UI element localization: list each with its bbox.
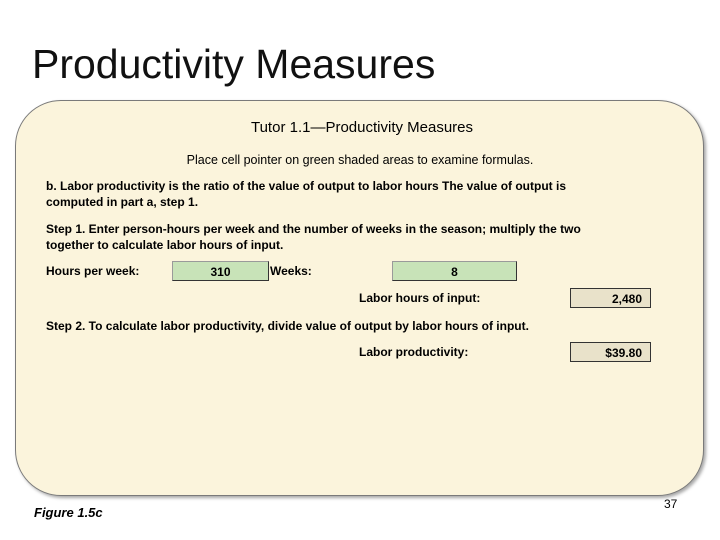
page-number: 37 bbox=[664, 497, 678, 511]
slide-title: Productivity Measures bbox=[32, 41, 436, 87]
labor-hours-label: Labor hours of input: bbox=[359, 291, 481, 305]
step2-text: Step 2. To calculate labor productivity, divide value of output by labor hours of input. bbox=[46, 319, 529, 333]
part-b-text-line2: computed in part a, step 1. bbox=[46, 195, 199, 209]
tutor-title: Tutor 1.1—Productivity Measures bbox=[250, 119, 474, 136]
labor-hours-cell[interactable]: 2,480 bbox=[570, 288, 651, 308]
hours-per-week-label: Hours per week: bbox=[46, 264, 140, 278]
labor-productivity-label: Labor productivity: bbox=[359, 345, 469, 359]
part-b-text-line1: b. Labor productivity is the ratio of the value of output to labor hours The value of output is bbox=[46, 179, 567, 193]
figure-label: Figure 1.5c bbox=[34, 505, 103, 520]
instruction-text: Place cell pointer on green shaded areas to examine formulas. bbox=[186, 153, 534, 167]
weeks-cell[interactable]: 8 bbox=[392, 261, 517, 281]
labor-productivity-cell[interactable]: $39.80 bbox=[570, 342, 651, 362]
weeks-label: Weeks: bbox=[270, 264, 312, 278]
step1-text-line1: Step 1. Enter person-hours per week and the number of weeks in the season; multiply the two bbox=[46, 222, 581, 236]
step1-text-line2: together to calculate labor hours of input. bbox=[46, 238, 284, 252]
hours-per-week-cell[interactable]: 310 bbox=[172, 261, 269, 281]
